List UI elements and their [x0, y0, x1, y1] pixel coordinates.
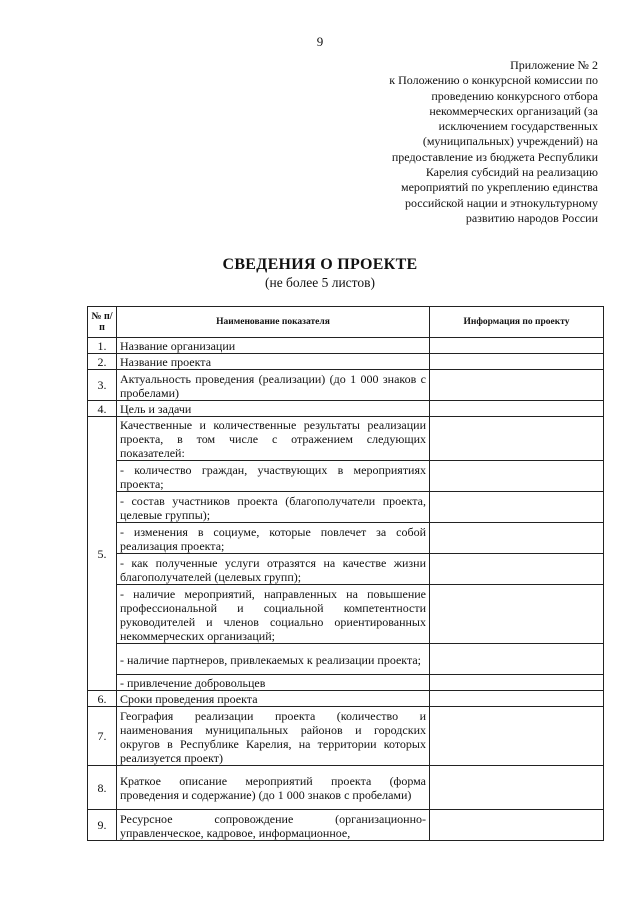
table-row	[88, 554, 604, 585]
row-name: Ресурсное сопровождение (организационно-управленческое, кадровое, информационное,	[117, 810, 430, 841]
table-row	[88, 810, 604, 841]
row-info-cell[interactable]	[430, 554, 604, 585]
table-row	[88, 766, 604, 810]
row-name: Краткое описание мероприятий проекта (форма проведения и содержание) (до 1 000 знаков с пробелами)	[117, 766, 430, 810]
header-num: № п/п	[88, 307, 117, 338]
row-info-cell[interactable]	[430, 338, 604, 354]
table-header-row	[88, 307, 604, 338]
table-row	[88, 401, 604, 417]
row-info-cell[interactable]	[430, 766, 604, 810]
row-num: 2.	[88, 354, 117, 370]
appendix-line: российской нации и этнокультурному	[404, 195, 598, 210]
row-info-cell[interactable]	[430, 354, 604, 370]
table-row	[88, 338, 604, 354]
row-name: Название организации	[117, 338, 430, 354]
row-info-cell[interactable]	[430, 401, 604, 417]
appendix-line: предоставление из бюджета Республики	[391, 149, 598, 164]
row-info-cell[interactable]	[430, 461, 604, 492]
document-subtitle: (не более 5 листов)	[264, 275, 376, 290]
appendix-header	[340, 58, 598, 226]
row-num: 1.	[88, 338, 117, 354]
appendix-line: развитию народов России	[465, 210, 598, 225]
row-num: 9.	[88, 810, 117, 841]
row-info-cell[interactable]	[430, 691, 604, 707]
row-info-cell[interactable]	[430, 644, 604, 675]
row-info-cell[interactable]	[430, 810, 604, 841]
table-row	[88, 585, 604, 644]
appendix-line: (муниципальных) учреждений) на	[422, 134, 598, 149]
row-info-cell[interactable]	[430, 523, 604, 554]
row-num: 7.	[88, 707, 117, 766]
row-num: 6.	[88, 691, 117, 707]
table-row	[88, 675, 604, 691]
row-name: - как полученные услуги отразятся на качестве жизни благополучателей (целевых групп);	[117, 554, 430, 585]
row-info-cell[interactable]	[430, 707, 604, 766]
appendix-line: мероприятий по укреплению единства	[400, 180, 598, 195]
table-row	[88, 461, 604, 492]
table-row	[88, 644, 604, 675]
appendix-line: некоммерческих организаций (за	[429, 103, 598, 118]
page-number: 9	[316, 34, 324, 49]
row-num: 4.	[88, 401, 117, 417]
appendix-line: Карелия субсидий на реализацию	[425, 165, 598, 180]
table-row	[88, 417, 604, 461]
row-num: 8.	[88, 766, 117, 810]
row-info-cell[interactable]	[430, 675, 604, 691]
table-row	[88, 707, 604, 766]
row-name: География реализации проекта (количество и наименования муниципальных районов и городских округов в Республике Карелия, на территории которых реализуется проект)	[117, 707, 430, 766]
table-row	[88, 370, 604, 401]
row-info-cell[interactable]	[430, 417, 604, 461]
row-info-cell[interactable]	[430, 585, 604, 644]
row-name: Актуальность проведения (реализации) (до 1 000 знаков с пробелами)	[117, 370, 430, 401]
row-name: Название проекта	[117, 354, 430, 370]
row-name: - наличие мероприятий, направленных на повышение профессиональной и социальной компетентности руководителей и членов социально ориентированных некоммерческих организаций;	[117, 585, 430, 644]
document-title: СВЕДЕНИЯ О ПРОЕКТЕ	[222, 256, 418, 273]
row-name: - состав участников проекта (благополучатели проекта, целевые группы);	[117, 492, 430, 523]
table-row	[88, 354, 604, 370]
appendix-line: к Положению о конкурсной комиссии по	[389, 73, 598, 88]
row-name: Сроки проведения проекта	[117, 691, 430, 707]
row-name: - изменения в социуме, которые повлечет за собой реализация проекта;	[117, 523, 430, 554]
table-row	[88, 691, 604, 707]
row-info-cell[interactable]	[430, 370, 604, 401]
row-name: Цель и задачи	[117, 401, 430, 417]
appendix-line: исключением государственных	[438, 119, 598, 134]
row-name: Качественные и количественные результаты реализации проекта, в том числе с отражением следующих показателей:	[117, 417, 430, 461]
table-row	[88, 492, 604, 523]
project-info-table	[87, 306, 604, 841]
row-name: - привлечение добровольцев	[117, 675, 430, 691]
header-name: Наименование показателя	[117, 307, 430, 338]
row-name: - наличие партнеров, привлекаемых к реализации проекта;	[117, 644, 430, 675]
row-num: 3.	[88, 370, 117, 401]
header-info: Информация по проекту	[430, 307, 604, 338]
table-row	[88, 523, 604, 554]
row-info-cell[interactable]	[430, 492, 604, 523]
appendix-line: Приложение № 2	[510, 58, 598, 72]
row-num: 5.	[88, 417, 117, 691]
row-name: - количество граждан, участвующих в мероприятиях проекта;	[117, 461, 430, 492]
appendix-line: проведению конкурсного отбора	[431, 88, 598, 103]
